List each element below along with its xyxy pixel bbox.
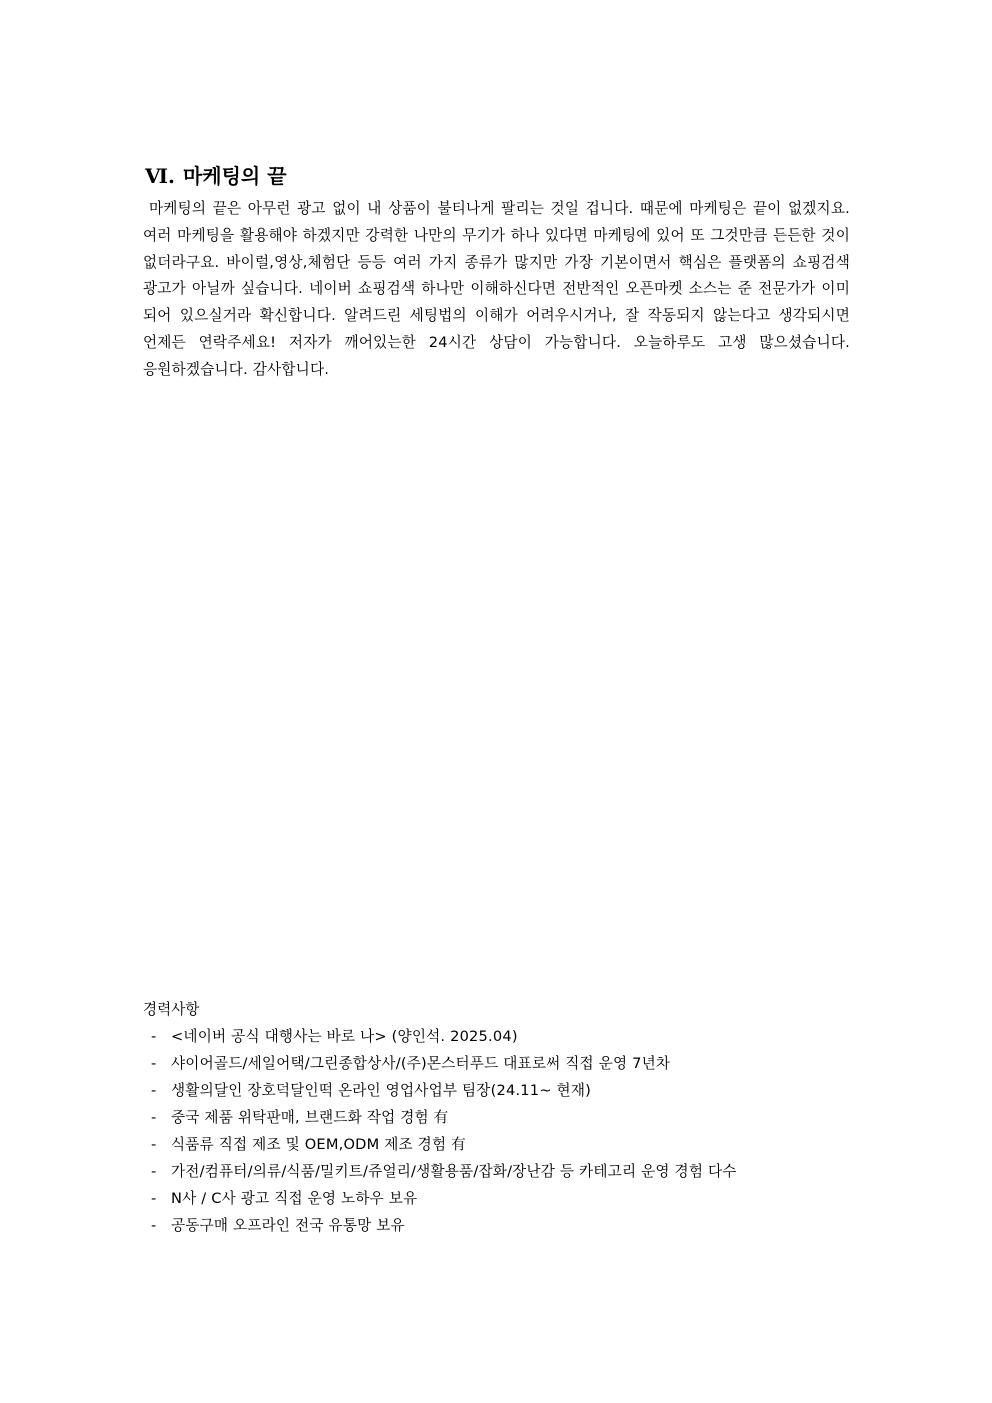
section-title: 마케팅의 끝 (182, 164, 287, 188)
career-item (143, 1185, 863, 1212)
section-heading (145, 160, 287, 192)
career-list (143, 1023, 863, 1239)
career-item-text: 생활의달인 장호덕달인떡 온라인 영업사업부 팀장(24.11~ 현재) (171, 1082, 592, 1099)
career-item-text: N사 / C사 광고 직접 운영 노하우 보유 (171, 1190, 418, 1207)
career-item (143, 1023, 863, 1050)
career-title: 경력사항 (143, 1001, 200, 1018)
bullet-dash: - (151, 1190, 157, 1207)
career-section (143, 996, 863, 1239)
section-number: Ⅵ. (145, 164, 175, 188)
career-item-text: <네이버 공식 대행사는 바로 나> (양인석. 2025.04) (171, 1028, 518, 1045)
career-item (143, 1104, 863, 1131)
career-item-text: 가전/컴퓨터/의류/식품/밀키트/쥬얼리/생활용품/잡화/장난감 등 카테고리 운영 경험 다수 (171, 1163, 737, 1180)
bullet-dash: - (151, 1136, 157, 1153)
bullet-dash: - (151, 1055, 157, 1072)
career-item-text: 식품류 직접 제조 및 OEM,ODM 제조 경험 有 (171, 1136, 466, 1153)
career-item (143, 1158, 863, 1185)
career-item-text: 중국 제품 위탁판매, 브랜드화 작업 경험 有 (171, 1109, 449, 1126)
career-item-text: 샤이어골드/세일어택/그린종합상사/(주)몬스터푸드 대표로써 직접 운영 7년차 (171, 1055, 671, 1072)
body-paragraph: 마케팅의 끝은 아무런 광고 없이 내 상품이 불티나게 팔리는 것일 겁니다. 때문에 마케팅은 끝이 없겠지요. 여러 마케팅을 활용해야 하겠지만 강력한 나만의 무기가 하나 있다면 마케팅에 있어 또 그것만큼 든든한 것이 없더라구요. 바이럴,영상,체험단 등등 여러 가지 종류가 많지만 가장 기본이면서 핵심은 플랫폼의 쇼핑검색 광고가 아닐까 싶습니다. 네이버 쇼핑검색 하나만 이해하신다면 전반적인 오픈마켓 소스는 준 전문가가 이미 되어 있으실거라 확신합니다. 알려드린 세팅법의 이해가 어려우시거나, 잘 작동되지 않는다고 생각되시면 언제든 연락주세요! 저자가 깨어있는한 24시간 상담이 가능합니다. 오늘하루도 고생 많으셨습니다. 응원하겠습니다. 감사합니다. (143, 200, 850, 378)
bullet-dash: - (151, 1109, 157, 1126)
career-item-text: 공동구매 오프라인 전국 유통망 보유 (171, 1217, 405, 1234)
bullet-dash: - (151, 1163, 157, 1180)
career-item (143, 1077, 863, 1104)
bullet-dash: - (151, 1028, 157, 1045)
bullet-dash: - (151, 1217, 157, 1234)
career-item (143, 1212, 863, 1239)
bullet-dash: - (151, 1082, 157, 1099)
career-item (143, 1050, 863, 1077)
career-item (143, 1131, 863, 1158)
